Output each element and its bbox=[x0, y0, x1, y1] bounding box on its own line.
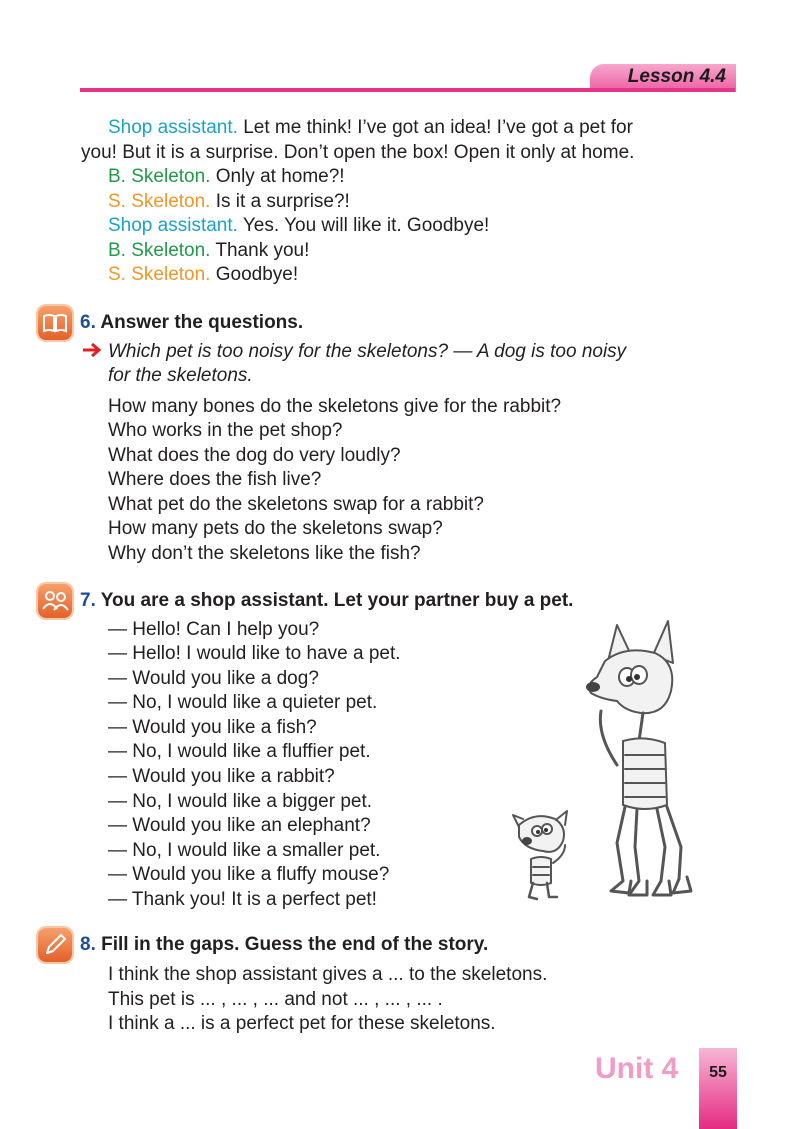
task-7-heading bbox=[80, 589, 573, 613]
speech: Thank you! bbox=[210, 240, 310, 261]
dog-nose bbox=[587, 683, 599, 691]
task-number: 7. bbox=[80, 590, 96, 611]
task-number: 6. bbox=[80, 312, 96, 333]
dialogue-line: — No, I would like a smaller pet. bbox=[108, 840, 381, 861]
speech: Only at home?! bbox=[210, 166, 345, 187]
skeleton-dog-illustration bbox=[505, 615, 705, 915]
dog-tail bbox=[600, 711, 617, 765]
lesson-label: Lesson 4.4 bbox=[627, 66, 726, 87]
puppy-body bbox=[531, 857, 551, 885]
question: What does the dog do very loudly? bbox=[108, 445, 401, 466]
dialogue-line-1 bbox=[108, 116, 633, 141]
dialogue-line: — No, I would like a quieter pet. bbox=[108, 692, 378, 713]
speaker: S. Skeleton. bbox=[108, 264, 211, 285]
book-icon bbox=[38, 306, 72, 340]
task-title: Fill in the gaps. Guess the end of the story. bbox=[95, 934, 489, 955]
task-number: 8. bbox=[80, 934, 96, 955]
dialogue-line: — Hello! Can I help you? bbox=[108, 619, 320, 640]
task-8-heading bbox=[80, 933, 488, 957]
header-rule bbox=[80, 88, 735, 92]
speech: Yes. You will like it. Goodbye! bbox=[237, 215, 490, 236]
dialogue-line-3 bbox=[108, 190, 350, 215]
arrow-icon bbox=[82, 341, 106, 364]
task-6-heading bbox=[80, 311, 303, 335]
question: How many pets do the skeletons swap? bbox=[108, 518, 443, 539]
dialogue-line-2 bbox=[108, 165, 345, 190]
dialogue-line-1-cont: you! But it is a surprise. Don’t open the box! Open it only at home. bbox=[81, 142, 635, 163]
dialogue-line: — Would you like a fish? bbox=[108, 717, 317, 738]
gap-fill-line: I think a ... is a perfect pet for these skeletons. bbox=[108, 1013, 496, 1034]
speaker: S. Skeleton. bbox=[108, 191, 211, 212]
pencil-icon bbox=[38, 928, 72, 962]
dialogue-line: — Would you like a dog? bbox=[108, 668, 319, 689]
question: Why don’t the skeletons like the fish? bbox=[108, 543, 421, 564]
speaker: B. Skeleton. bbox=[108, 166, 211, 187]
dialogue-line: — No, I would like a bigger pet. bbox=[108, 791, 373, 812]
dialogue-line: — Would you like an elephant? bbox=[108, 815, 371, 836]
question: Who works in the pet shop? bbox=[108, 420, 343, 441]
unit-label: Unit 4 bbox=[595, 1052, 679, 1085]
question: Where does the fish live? bbox=[108, 469, 322, 490]
dialogue-line-6 bbox=[108, 263, 298, 288]
speaker: Shop assistant. bbox=[108, 215, 238, 236]
speech: Let me think! I’ve got an idea! I’ve got a pet for bbox=[237, 117, 633, 138]
pair-work-icon bbox=[38, 584, 72, 618]
speech: Is it a surprise?! bbox=[210, 191, 350, 212]
dog-ribcage bbox=[623, 738, 667, 809]
page-number-strip bbox=[699, 1048, 737, 1129]
dialogue-line: — Thank you! It is a perfect pet! bbox=[108, 889, 377, 910]
dialogue-line: — Would you like a rabbit? bbox=[108, 766, 335, 787]
dialogue-line-5 bbox=[108, 239, 309, 264]
dialogue-line: — Hello! I would like to have a pet. bbox=[108, 643, 401, 664]
task-title: You are a shop assistant. Let your partner buy a pet. bbox=[95, 590, 574, 611]
task-6-example-2: for the skeletons. bbox=[108, 365, 253, 386]
dialogue-line: — Would you like a fluffy mouse? bbox=[108, 864, 390, 885]
speaker: Shop assistant. bbox=[108, 117, 238, 138]
question: What pet do the skeletons swap for a rabbit? bbox=[108, 494, 484, 515]
gap-fill-line: This pet is ... , ... , ... and not ... , ... , ... . bbox=[108, 989, 443, 1010]
task-title: Answer the questions. bbox=[95, 312, 304, 333]
speaker: B. Skeleton. bbox=[108, 240, 211, 261]
question: How many bones do the skeletons give for the rabbit? bbox=[108, 396, 562, 417]
gap-fill-line: I think the shop assistant gives a ... to the skeletons. bbox=[108, 964, 548, 985]
dialogue-line: — No, I would like a fluffier pet. bbox=[108, 741, 371, 762]
speech: Goodbye! bbox=[210, 264, 299, 285]
page-number: 55 bbox=[709, 1064, 727, 1081]
task-6-example-1: Which pet is too noisy for the skeletons? — A dog is too noisy bbox=[108, 341, 627, 362]
dialogue-line-4 bbox=[108, 214, 489, 239]
